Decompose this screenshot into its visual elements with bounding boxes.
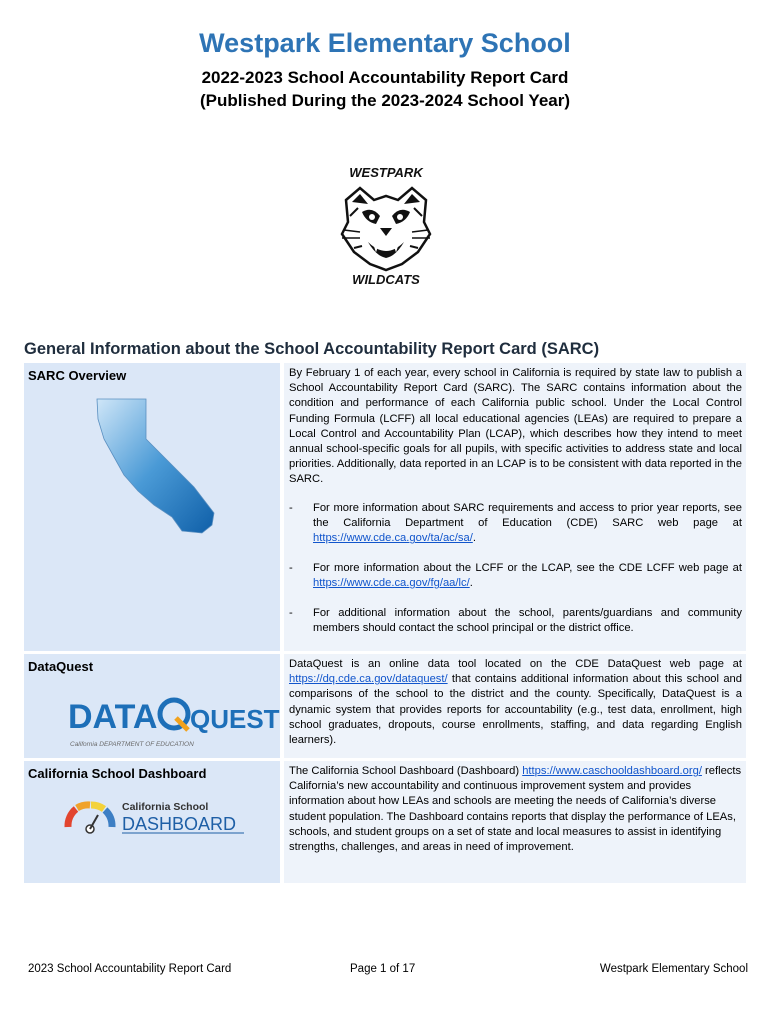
sarc-overview-text-cell [284,363,746,651]
dashboard-paragraph: The California School Dashboard (Dashboard) https://www.caschooldashboard.org/ reflects California’s new accountability and continuous improvement system and provides information about how LEAs and schools are meeting the needs of California’s diverse student population. The Dashboard contains reports that display the performance of LEAs, schools, and student groups on a set of state and local measures to assist in identifying strengths, challenges, and areas in need of improvement. [289,765,742,854]
california-map-icon [94,395,224,535]
dashboard-logo [62,793,252,845]
sarc-bullet-3 [289,606,742,636]
dashboard-logo-line1: California School [122,801,209,813]
bullet-dash: - [289,607,293,619]
dashboard-link[interactable]: https://www.caschooldashboard.org/ [522,765,702,777]
section-heading: General Information about the School Accountability Report Card (SARC) [24,340,600,358]
report-title: 2022-2023 School Accountability Report Card [201,68,569,87]
cde-sarc-link[interactable]: https://www.cde.ca.gov/ta/ac/sa/ [313,532,473,545]
dashboard-logo-line2: DASHBOARD [122,814,237,834]
sarc-overview-label-cell [24,363,280,651]
bullet-dash: - [289,502,293,514]
dashboard-label-cell [24,761,280,883]
report-subtitle [0,66,770,112]
footer-left: 2023 School Accountability Report Card [28,963,232,975]
sarc-bullet-2: - For more information about the LCFF or the LCAP, see the CDE LCFF web page at https://www.cde.ca.gov/fg/aa/lc/. [289,562,742,590]
wildcat-mascot-icon [332,160,440,288]
dataquest-text-cell [284,654,746,758]
school-name-title: Westpark Elementary School [199,28,571,58]
logo-top-text: WESTPARK [349,165,423,180]
dataquest-label: DataQuest [28,659,94,674]
footer-right: Westpark Elementary School [599,963,748,975]
cde-lcff-link[interactable]: https://www.cde.ca.gov/fg/aa/lc/ [313,577,470,590]
dataquest-row [24,654,746,758]
published-note: (Published During the 2023-2024 School Year) [199,91,571,110]
sarc-overview-row [24,363,746,651]
bullet-text: For more information about SARC requirements and access to prior year reports, see the California Department of Education (CDE) SARC web page at [313,502,742,530]
dataquest-link[interactable]: https://dq.cde.ca.gov/dataquest/ [289,673,448,686]
dashboard-label: California School Dashboard [28,766,207,781]
wildcats-logo [332,160,440,288]
sarc-overview-paragraph: By February 1 of each year, every school in California is required by state law to publish a School Accountability Report Card (SARC). The SARC contains information about the condition and performance of each California public school. Under the Local Control Funding Formula (LCFF) all local educational agencies (LEAs) are required to prepare a Local Control and Accountability Plan (LCAP), which describes how they intend to meet annual school-specific goals for all pupils, with specific activities to address state and local priorities. Additionally, data reported in an LCAP is to be consistent with data reported in the SARC. [289,367,742,486]
bullet-text: For more information about the LCFF or the LCAP, see the CDE LCFF web page at [313,562,742,574]
dataquest-logo-subtext: California DEPARTMENT OF EDUCATION [70,741,194,748]
dataquest-paragraph: DataQuest is an online data tool located on the CDE DataQuest web page at https://dq.cde.ca.gov/dataquest/ that contains additional information about this school and comparisons of the school to the district and the county. Specifically, DataQuest is a dynamic system that provides reports for accountability (e.g., test data, enrollment, high school graduates, dropouts, course enrollments, staffing, and data regarding English learners). [289,658,742,747]
bullet-dash: - [289,562,293,574]
logo-bottom-text: WILDCATS [352,272,420,287]
dataquest-logo-quest: QUEST [190,704,280,734]
dataquest-logo [66,690,280,752]
dashboard-row [24,761,746,883]
sarc-overview-label: SARC Overview [28,368,127,383]
footer-page-number: Page 1 of 17 [350,963,416,975]
dataquest-logo-data: DATA [68,698,158,736]
sarc-bullet-1: - For more information about SARC requirements and access to prior year reports, see the California Department of Education (CDE) SARC web page at https://www.cde.ca.gov/ta/ac/sa/. [289,502,742,545]
dataquest-label-cell [24,654,280,758]
dashboard-text-cell [284,761,746,883]
bullet-text: For additional information about the school, parents/guardians and community members should contact the school principal or the district office. [313,607,742,635]
